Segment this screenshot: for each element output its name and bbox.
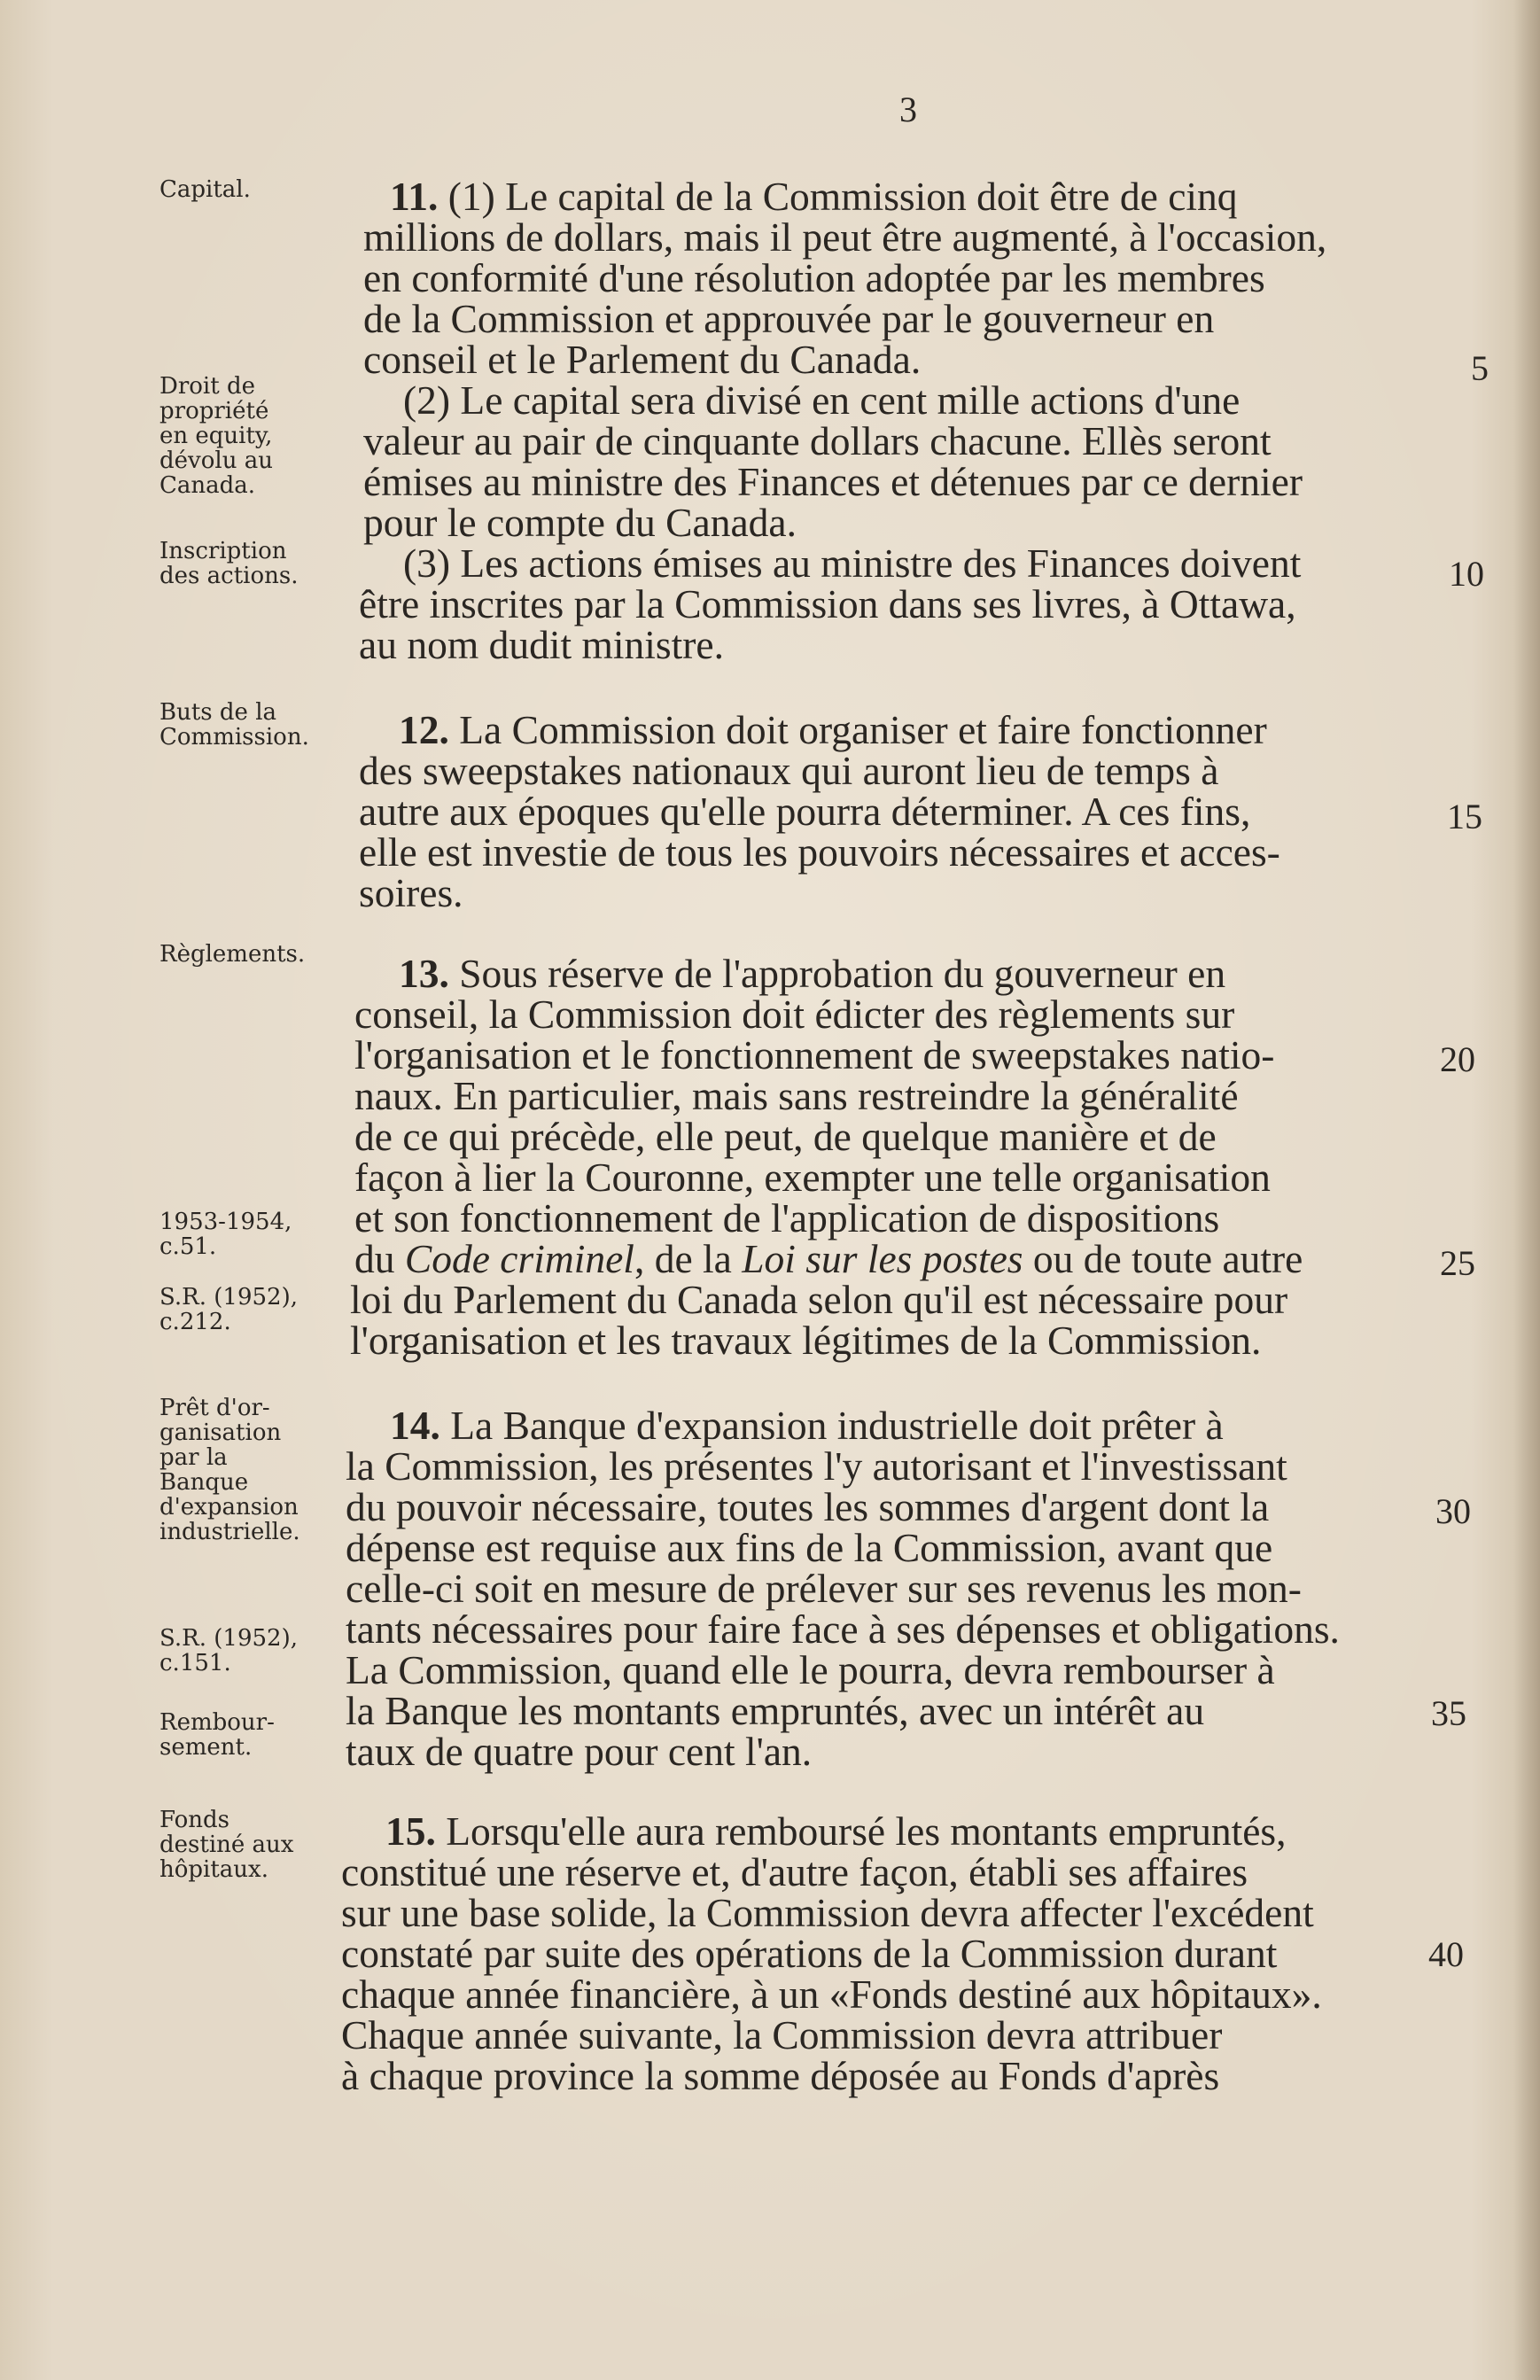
side-note-line: sement. <box>159 1734 253 1761</box>
text-line: soires. <box>359 870 463 915</box>
text-line: dépense est requise aux fins de la Commission, avant que <box>346 1525 1273 1570</box>
side-note-line: c.51. <box>159 1233 217 1260</box>
text-line: La Commission, quand elle le pourra, devra rembourser à <box>346 1647 1275 1692</box>
side-note-line: Fonds <box>159 1807 230 1833</box>
side-note-reglements <box>159 942 350 967</box>
side-note-line: Règlements. <box>159 941 306 968</box>
text-line: naux. En particulier, mais sans restreindre la généralité <box>354 1073 1239 1118</box>
section-number: 15. <box>385 1808 436 1854</box>
line-number-15: 15 <box>1447 797 1482 836</box>
side-note-line: Prêt d'or- <box>159 1395 270 1421</box>
side-note-remboursement <box>159 1710 350 1760</box>
text-line: taux de quatre pour cent l'an. <box>346 1729 813 1774</box>
statute-title: Loi sur les postes <box>742 1236 1023 1281</box>
side-note-line: Rembour- <box>159 1709 275 1736</box>
side-note-line: Droit de <box>159 373 255 400</box>
line-text: Lorsqu'elle aura remboursé les montants empruntés, <box>446 1808 1287 1854</box>
side-note-line: ganisation <box>159 1419 282 1446</box>
side-note-line: c.212. <box>159 1309 231 1335</box>
text-line: au nom dudit ministre. <box>359 622 724 667</box>
line-text: du Code criminel, de la Loi sur les postes ou de toute autre <box>354 1236 1303 1281</box>
text-line: tants nécessaires pour faire face à ses dépenses et obligations. <box>346 1606 1340 1652</box>
side-note-reference-sr-212 <box>159 1285 350 1334</box>
text-line: Chaque année suivante, la Commission devra attribuer <box>341 2012 1223 2057</box>
text-line: du pouvoir nécessaire, toutes les sommes d'argent dont la <box>346 1484 1270 1529</box>
page-number: 3 <box>899 89 917 129</box>
text-line: pour le compte du Canada. <box>363 500 797 545</box>
side-note-inscription <box>159 539 350 588</box>
page-edge-shadow <box>1513 0 1540 2380</box>
text-line: sur une base solide, la Commission devra affecter l'excédent <box>341 1890 1314 1935</box>
line-text: (1) Le capital de la Commission doit être de cinq <box>447 174 1238 219</box>
text-line: (3) Les actions émises au ministre des Finances doivent <box>403 541 1302 586</box>
side-note-line: industrielle. <box>159 1519 300 1545</box>
statute-title: Code criminel <box>404 1236 634 1281</box>
line-number-10: 10 <box>1449 554 1484 594</box>
side-note-capital <box>159 177 350 202</box>
side-note-line: 1953-1954, <box>159 1209 292 1235</box>
side-note-line: Commission. <box>159 724 309 751</box>
text-line <box>385 1810 1287 1853</box>
side-note-line: Inscription <box>159 538 287 564</box>
side-note-pret <box>159 1396 350 1544</box>
text-line: constaté par suite des opérations de la Commission durant <box>341 1931 1278 1976</box>
text-line: valeur au pair de cinquante dollars chacune. Ellès seront <box>363 418 1272 463</box>
side-note-fonds <box>159 1808 350 1882</box>
side-note-reference-1953 <box>159 1209 350 1259</box>
text-line: conseil et le Parlement du Canada. <box>363 337 922 382</box>
line-text: La Commission doit organiser et faire fonctionner <box>459 707 1267 752</box>
text-line: des sweepstakes nationaux qui auront lieu de temps à <box>359 748 1219 793</box>
text-line: constitué une réserve et, d'autre façon, établi ses affaires <box>341 1849 1248 1894</box>
line-number-5: 5 <box>1471 348 1489 388</box>
side-note-line: S.R. (1952), <box>159 1625 298 1652</box>
text-line: de la Commission et approuvée par le gouverneur en <box>363 296 1215 341</box>
text-line: la Commission, les présentes l'y autorisant et l'investissant <box>346 1443 1287 1489</box>
text-line <box>399 953 1225 995</box>
side-note-line: c.151. <box>159 1650 231 1676</box>
text-line: et son fonctionnement de l'application de dispositions <box>354 1195 1220 1241</box>
side-note-line: Canada. <box>159 472 256 499</box>
line-number-20: 20 <box>1440 1039 1475 1079</box>
text-line <box>399 709 1267 751</box>
text-line: celle-ci soit en mesure de prélever sur ses revenus les mon- <box>346 1566 1302 1611</box>
line-text: La Banque d'expansion industrielle doit prêter à <box>450 1403 1224 1448</box>
text-line: millions de dollars, mais il peut être augmenté, à l'occasion, <box>363 214 1327 260</box>
text-line: la Banque les montants empruntés, avec un intérêt au <box>346 1688 1205 1733</box>
side-note-buts <box>159 700 350 750</box>
text-line: conseil, la Commission doit édicter des règlements sur <box>354 992 1235 1037</box>
section-number: 14. <box>390 1403 440 1448</box>
text-line: chaque année financière, à un «Fonds destiné aux hôpitaux». <box>341 1972 1322 2017</box>
text-line: loi du Parlement du Canada selon qu'il est nécessaire pour <box>350 1277 1288 1322</box>
side-note-line: propriété <box>159 398 269 424</box>
text-line: façon à lier la Couronne, exempter une telle organisation <box>354 1155 1271 1200</box>
side-note-droit-de-propriete <box>159 374 350 498</box>
text-line <box>390 1404 1224 1447</box>
text-line <box>390 175 1238 218</box>
side-note-line: par la <box>159 1444 228 1471</box>
line-text: Sous réserve de l'approbation du gouverneur en <box>459 951 1226 996</box>
side-note-line: Banque <box>159 1469 249 1496</box>
line-number-35: 35 <box>1431 1693 1466 1733</box>
text-line: (2) Le capital sera divisé en cent mille actions d'une <box>403 377 1241 423</box>
text-line: l'organisation et les travaux légitimes de la Commission. <box>350 1318 1262 1363</box>
side-note-line: Buts de la <box>159 699 277 726</box>
side-note-line: des actions. <box>159 563 299 589</box>
side-note-line: dévolu au <box>159 447 273 474</box>
text-line: à chaque province la somme déposée au Fonds d'après <box>341 2053 1220 2098</box>
text-line: émises au ministre des Finances et détenues par ce dernier <box>363 459 1303 504</box>
side-note-line: d'expansion <box>159 1494 299 1521</box>
side-note-line: hôpitaux. <box>159 1856 268 1883</box>
text-line: être inscrites par la Commission dans ses livres, à Ottawa, <box>359 581 1296 626</box>
side-note-reference-sr-151 <box>159 1626 350 1676</box>
text-line: l'organisation et le fonctionnement de sweepstakes natio- <box>354 1032 1275 1077</box>
line-number-25: 25 <box>1440 1243 1475 1283</box>
side-note-line: en equity, <box>159 423 273 449</box>
text-line: en conformité d'une résolution adoptée par les membres <box>363 255 1265 300</box>
side-note-line: Capital. <box>159 176 251 203</box>
section-number: 11. <box>390 174 439 219</box>
line-number-30: 30 <box>1435 1491 1471 1531</box>
section-number: 13. <box>399 951 449 996</box>
text-line: de ce qui précède, elle peut, de quelque manière et de <box>354 1114 1217 1159</box>
section-number: 12. <box>399 707 449 752</box>
text-line: elle est investie de tous les pouvoirs nécessaires et acces- <box>359 829 1280 875</box>
side-note-line: S.R. (1952), <box>159 1284 298 1311</box>
side-note-line: destiné aux <box>159 1832 294 1858</box>
line-number-40: 40 <box>1428 1934 1464 1974</box>
text-line <box>354 1238 1303 1280</box>
text-line: autre aux époques qu'elle pourra déterminer. A ces fins, <box>359 789 1251 834</box>
